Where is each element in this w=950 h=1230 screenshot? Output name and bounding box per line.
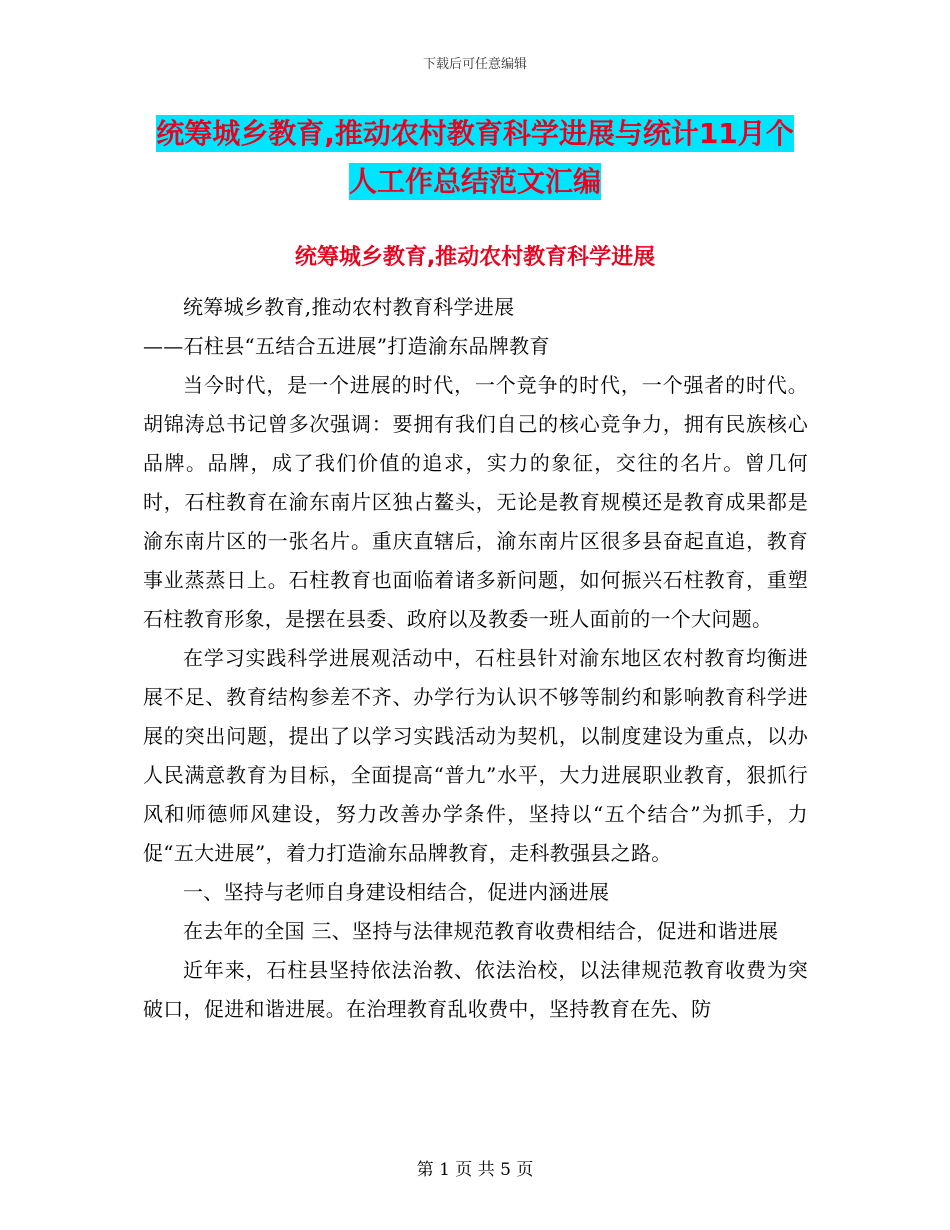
- paragraph-subheading: ——石柱县“五结合五进展”打造渝东品牌教育: [143, 334, 550, 358]
- document-title-line-1: 统筹城乡教育,推动农村教育科学进展与统计11月个: [156, 117, 794, 150]
- paragraph-subtitle: 统筹城乡教育,推动农村教育科学进展: [183, 295, 515, 319]
- paragraph: 在学习实践科学进展观活动中，石柱县针对渝东地区农村教育均衡进展不足、教育结构参差不齐、办学行为认识不够等制约和影响教育科学进展的突出问题，提出了以学习实践活动为契机，以制度建设为重点，以办人民满意教育为目标，全面提高“普九”水平，大力进展职业教育，狠抓行风和师德师风建设，努力改善办学条件，坚持以“五个结合”为抓手，力促“五大进展”，着力打造渝东品牌教育，走科教强县之路。: [143, 646, 808, 865]
- section-heading: 统筹城乡教育,推动农村教育科学进展: [294, 245, 656, 270]
- document-title: [130, 110, 820, 206]
- paragraph: 当今时代，是一个进展的时代，一个竞争的时代，一个强者的时代。胡锦涛总书记曾多次强调：要拥有我们自己的核心竞争力，拥有民族核心品牌。品牌，成了我们价值的追求，实力的象征，交往的名片。曾几何时，石柱教育在渝东南片区独占鳌头，无论是教育规模还是教育成果都是渝东南片区的一张名片。重庆直辖后，渝东南片区很多县奋起直追，教育事业蒸蒸日上。石柱教育也面临着诸多新问题，如何振兴石柱教育，重塑石柱教育形象，是摆在县委、政府以及教委一班人面前的一个大问题。: [143, 373, 808, 631]
- page-number: 第 1 页 共 5 页: [416, 1160, 534, 1180]
- document-body: [143, 288, 808, 1029]
- page-header-note: 下载后可任意编辑: [422, 57, 527, 72]
- paragraph: 近年来，石柱县坚持依法治教、依法治校，以法律规范教育收费为突破口，促进和谐进展。在治理教育乱收费中，坚持教育在先、防: [143, 958, 808, 1021]
- paragraph: 在去年的全国 三、坚持与法律规范教育收费相结合，促进和谐进展: [183, 919, 779, 943]
- paragraph-heading: 一、坚持与老师自身建设相结合，促进内涵进展: [183, 880, 610, 904]
- document-title-line-2: 人工作总结范文汇编: [348, 165, 601, 198]
